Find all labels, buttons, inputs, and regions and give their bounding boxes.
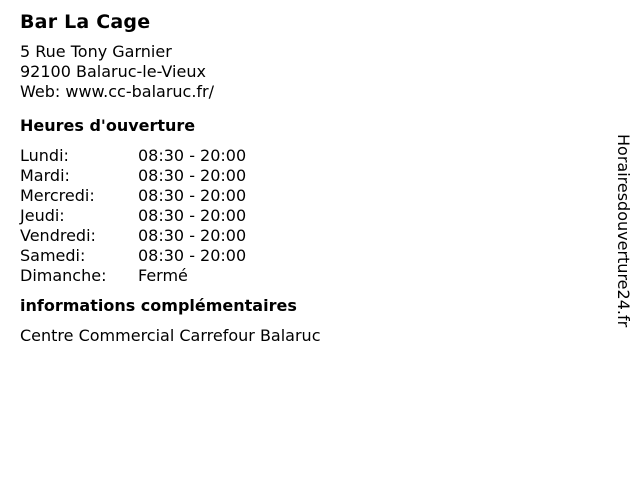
extra-info-heading: informations complémentaires — [20, 296, 297, 315]
address-block — [20, 42, 600, 102]
time-value: 08:30 - 20:00 — [138, 166, 247, 185]
hours-row-vendredi — [20, 226, 600, 246]
time-value: Fermé — [138, 266, 188, 285]
business-card — [20, 10, 600, 346]
time-value: 08:30 - 20:00 — [138, 226, 247, 245]
day-label: Mercredi: — [20, 186, 95, 205]
hours-row-mardi — [20, 166, 600, 186]
hours-row-dimanche — [20, 266, 600, 286]
website-link[interactable]: Web: www.cc-balaruc.fr/ — [20, 82, 215, 101]
hours-table — [20, 146, 600, 286]
watermark-text: Horairesdouverture24.fr — [614, 134, 633, 328]
time-value: 08:30 - 20:00 — [138, 246, 247, 265]
hours-row-jeudi — [20, 206, 600, 226]
day-label: Mardi: — [20, 166, 70, 185]
hours-row-mercredi — [20, 186, 600, 206]
site-watermark — [611, 134, 635, 346]
business-name: Bar La Cage — [20, 11, 151, 33]
address-street: 5 Rue Tony Garnier — [20, 42, 172, 61]
extra-info-text: Centre Commercial Carrefour Balaruc — [20, 326, 321, 345]
time-value: 08:30 - 20:00 — [138, 206, 247, 225]
day-label: Lundi: — [20, 146, 69, 165]
day-label: Jeudi: — [20, 206, 65, 225]
time-value: 08:30 - 20:00 — [138, 146, 247, 165]
day-label: Samedi: — [20, 246, 86, 265]
address-city: 92100 Balaruc-le-Vieux — [20, 62, 206, 81]
time-value: 08:30 - 20:00 — [138, 186, 247, 205]
hours-row-lundi — [20, 146, 600, 166]
hours-heading: Heures d'ouverture — [20, 116, 196, 135]
day-label: Vendredi: — [20, 226, 96, 245]
hours-row-samedi — [20, 246, 600, 266]
day-label: Dimanche: — [20, 266, 107, 285]
